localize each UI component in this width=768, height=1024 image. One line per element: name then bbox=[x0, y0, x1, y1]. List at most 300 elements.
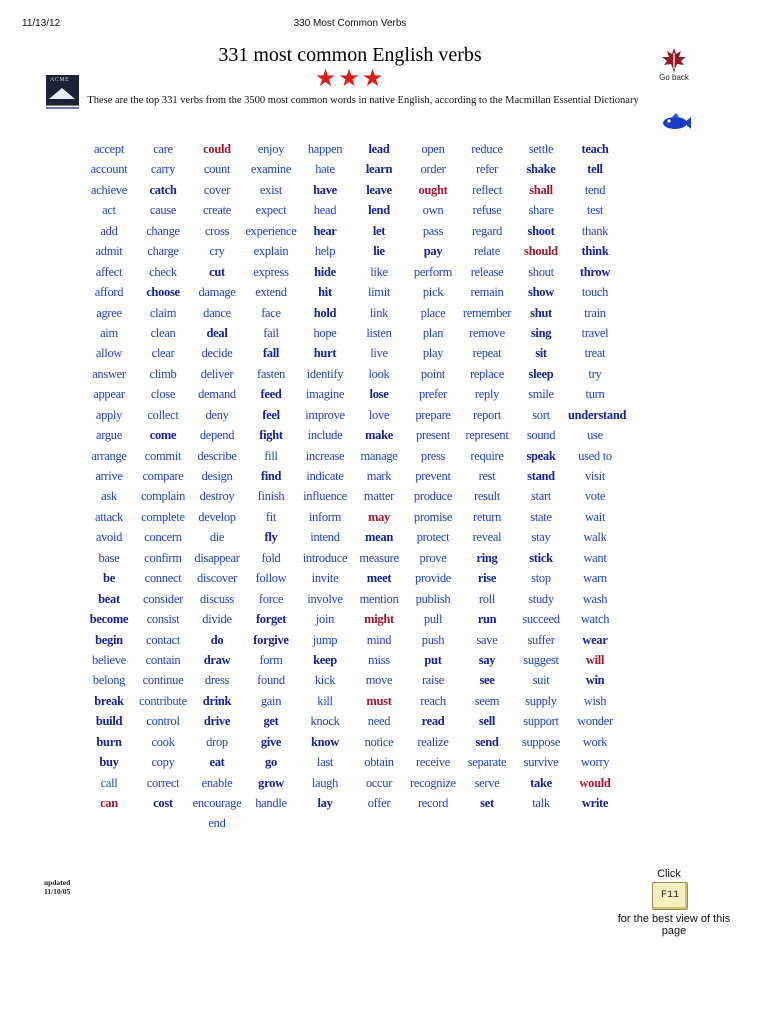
verb-cell: regard bbox=[471, 223, 503, 238]
verb-cell: identify bbox=[306, 366, 344, 381]
verb-cell: imagine bbox=[305, 387, 345, 402]
verb-cell: achieve bbox=[90, 182, 128, 197]
verb-cell: connect bbox=[144, 571, 182, 586]
empty-cell bbox=[298, 813, 352, 833]
verb-cell: want bbox=[583, 550, 607, 565]
verb-cell: set bbox=[480, 796, 494, 810]
verb-cell: believe bbox=[92, 652, 126, 667]
verb-cell: release bbox=[470, 264, 504, 279]
f11-note: for the best view of this page bbox=[617, 913, 731, 937]
verb-cell: report bbox=[472, 407, 502, 422]
verb-cell: raise bbox=[421, 673, 445, 688]
verb-cell: prepare bbox=[415, 407, 451, 422]
verb-cell: encourage bbox=[192, 796, 242, 810]
verb-cell: will bbox=[585, 652, 605, 667]
verb-cell: affect bbox=[95, 264, 123, 279]
verb-cell: pull bbox=[423, 612, 443, 627]
verb-cell: develop bbox=[198, 509, 236, 524]
verb-cell: arrange bbox=[91, 448, 127, 463]
verb-cell: say bbox=[478, 652, 496, 667]
verb-cell: add bbox=[100, 223, 118, 238]
verb-cell: contact bbox=[146, 632, 180, 647]
verb-cell: decide bbox=[201, 346, 233, 361]
maple-leaf-icon bbox=[660, 47, 688, 73]
verb-cell: dress bbox=[204, 673, 230, 688]
verb-cell: deal bbox=[206, 325, 228, 340]
verb-cell: keep bbox=[313, 652, 337, 667]
updated-note bbox=[44, 878, 70, 896]
verb-cell: invite bbox=[311, 571, 339, 586]
verb-cell: occur bbox=[365, 775, 393, 790]
verb-cell: stick bbox=[529, 550, 553, 565]
verb-cell: mean bbox=[365, 530, 393, 545]
verb-cell: fasten bbox=[256, 366, 286, 381]
verb-cell: feel bbox=[262, 407, 280, 422]
verb-cell: fit bbox=[265, 509, 277, 524]
f11-hint bbox=[614, 868, 734, 937]
verb-cell: extend bbox=[255, 285, 287, 300]
verb-cell: shake bbox=[526, 162, 556, 177]
verb-cell: win bbox=[585, 673, 605, 688]
updated-date: 11/10/05 bbox=[44, 887, 71, 896]
verb-cell: smile bbox=[528, 387, 554, 402]
verb-cell: tell bbox=[587, 162, 603, 177]
verb-cell: sing bbox=[530, 325, 552, 340]
verb-cell: go bbox=[265, 755, 277, 770]
verb-cell: forget bbox=[255, 612, 287, 627]
verb-cell: understand bbox=[568, 407, 627, 422]
verb-cell: beat bbox=[98, 591, 120, 606]
verb-cell: end bbox=[208, 816, 226, 831]
verb-cell: confirm bbox=[144, 550, 182, 565]
verb-cell: wish bbox=[583, 693, 607, 708]
verb-cell: reduce bbox=[471, 142, 503, 156]
verb-cell: rise bbox=[477, 571, 497, 586]
verb-cell: meet bbox=[366, 571, 392, 586]
verb-cell: ask bbox=[101, 489, 117, 504]
verb-cell: find bbox=[260, 469, 282, 483]
verb-cell: cover bbox=[203, 182, 231, 197]
empty-cell bbox=[136, 813, 190, 833]
verb-cell: enjoy bbox=[257, 142, 285, 156]
verb-cell: cry bbox=[209, 244, 225, 259]
verb-cell: feed bbox=[260, 387, 282, 402]
verb-cell: copy bbox=[151, 755, 175, 770]
verb-cell: depend bbox=[199, 428, 235, 443]
verb-cell: build bbox=[95, 714, 123, 729]
verb-cell: supply bbox=[525, 693, 557, 708]
verb-grid bbox=[82, 139, 627, 834]
verb-cell: test bbox=[586, 203, 604, 218]
verb-cell: have bbox=[313, 182, 337, 197]
verb-cell: listen bbox=[366, 325, 392, 340]
verb-cell: seem bbox=[474, 693, 500, 708]
verb-cell: get bbox=[263, 714, 279, 729]
verb-cell: measure bbox=[359, 550, 399, 565]
verb-cell: appear bbox=[93, 387, 125, 402]
verb-cell: handle bbox=[255, 796, 287, 810]
verb-cell: reflect bbox=[472, 182, 502, 197]
verb-cell: sit bbox=[535, 346, 547, 361]
verb-cell: visit bbox=[584, 469, 606, 483]
verb-cell: complain bbox=[140, 489, 186, 504]
verb-cell: laugh bbox=[311, 775, 339, 790]
fish-icon[interactable] bbox=[660, 112, 692, 132]
verb-cell: think bbox=[581, 244, 609, 259]
verb-cell: could bbox=[203, 142, 231, 156]
verb-cell: cost bbox=[153, 796, 173, 810]
verb-cell: influence bbox=[303, 489, 347, 504]
verb-cell: rest bbox=[478, 469, 496, 483]
verb-cell: break bbox=[94, 693, 124, 708]
verb-cell: burn bbox=[96, 734, 122, 749]
verb-cell: know bbox=[311, 734, 339, 749]
verb-cell: drop bbox=[206, 734, 228, 749]
print-header bbox=[0, 18, 768, 32]
verb-cell: experience bbox=[245, 223, 297, 238]
verb-cell: forgive bbox=[253, 632, 289, 647]
verb-cell: check bbox=[149, 264, 177, 279]
verb-cell: watch bbox=[580, 612, 610, 627]
verb-cell: count bbox=[203, 162, 231, 177]
verb-cell: head bbox=[313, 203, 337, 218]
verb-cell: serve bbox=[474, 775, 500, 790]
verb-cell: thank bbox=[581, 223, 609, 238]
verb-cell: kick bbox=[314, 673, 336, 688]
verb-cell: lead bbox=[368, 142, 390, 156]
verb-cell: live bbox=[370, 346, 388, 361]
verb-cell: wash bbox=[582, 591, 608, 606]
verb-cell: drink bbox=[202, 693, 232, 708]
verb-cell: suggest bbox=[523, 652, 559, 667]
verb-cell: train bbox=[584, 305, 606, 320]
verb-cell: pick bbox=[422, 285, 444, 300]
verb-cell: represent bbox=[465, 428, 509, 443]
verb-cell: contain bbox=[145, 652, 181, 667]
verb-cell: suit bbox=[532, 673, 550, 688]
verb-cell: survive bbox=[523, 755, 559, 770]
verb-cell: last bbox=[316, 755, 334, 770]
verb-cell: draw bbox=[203, 652, 231, 667]
verb-cell: wear bbox=[582, 632, 608, 647]
verb-cell: describe bbox=[197, 448, 237, 463]
verb-cell: found bbox=[257, 673, 285, 688]
verb-cell: settle bbox=[528, 142, 554, 156]
verb-cell: point bbox=[420, 366, 446, 381]
verb-cell: worry bbox=[580, 755, 610, 770]
verb-cell: carry bbox=[150, 162, 176, 177]
empty-cell bbox=[352, 813, 406, 833]
verb-cell: collect bbox=[147, 407, 179, 422]
verb-cell: do bbox=[210, 632, 224, 647]
empty-cell bbox=[460, 813, 514, 833]
verb-cell: order bbox=[420, 162, 446, 177]
print-title: 330 Most Common Verbs bbox=[293, 18, 407, 29]
verb-cell: support bbox=[523, 714, 559, 729]
verb-cell: knock bbox=[310, 714, 340, 729]
verb-cell: lie bbox=[373, 244, 385, 259]
verb-cell: finish bbox=[257, 489, 285, 504]
verb-cell: result bbox=[474, 489, 500, 504]
verb-cell: touch bbox=[581, 285, 609, 300]
verb-cell: indicate bbox=[306, 469, 344, 483]
verb-cell: open bbox=[421, 142, 445, 156]
verb-cell: create bbox=[202, 203, 232, 218]
verb-cell: complete bbox=[141, 509, 185, 524]
verb-cell: buy bbox=[99, 755, 119, 770]
verb-cell: hold bbox=[313, 305, 337, 320]
verb-cell: grow bbox=[258, 775, 284, 790]
verb-cell: warn bbox=[583, 571, 607, 586]
verb-cell: answer bbox=[92, 366, 126, 381]
verb-cell: expect bbox=[255, 203, 287, 218]
verb-cell: receive bbox=[416, 755, 450, 770]
intro-text: These are the top 331 verbs from the 3500 most common words in native English, according to the Macmillan Essential Dictionary bbox=[87, 95, 639, 106]
verb-cell: pass bbox=[422, 223, 444, 238]
verb-cell: put bbox=[424, 652, 442, 667]
verb-cell: teach bbox=[581, 142, 609, 156]
verb-cell: matter bbox=[363, 489, 395, 504]
verb-cell: refer bbox=[475, 162, 499, 177]
verb-cell: press bbox=[420, 448, 446, 463]
verb-cell: catch bbox=[149, 182, 177, 197]
verb-cell: show bbox=[528, 285, 554, 300]
verb-cell: give bbox=[260, 734, 282, 749]
verb-cell: clear bbox=[151, 346, 175, 361]
verb-cell: design bbox=[201, 469, 233, 483]
verb-cell: join bbox=[315, 612, 335, 627]
verb-cell: run bbox=[477, 612, 497, 627]
go-back-link[interactable] bbox=[656, 47, 692, 82]
verb-cell: come bbox=[149, 428, 177, 443]
verb-cell: cut bbox=[209, 264, 225, 279]
verb-cell: control bbox=[146, 714, 180, 729]
verb-cell: must bbox=[366, 693, 392, 708]
verb-cell: change bbox=[146, 223, 180, 238]
verb-cell: can bbox=[100, 796, 118, 810]
empty-cell bbox=[244, 813, 298, 833]
verb-cell: allow bbox=[95, 346, 123, 361]
verb-cell: suppose bbox=[521, 734, 561, 749]
verb-cell: produce bbox=[413, 489, 453, 504]
verb-cell: may bbox=[367, 509, 390, 524]
print-date: 11/13/12 bbox=[22, 18, 61, 29]
verb-cell: enable bbox=[201, 775, 233, 790]
verb-cell: work bbox=[582, 734, 608, 749]
verb-cell: offer bbox=[367, 796, 391, 810]
verb-cell: charge bbox=[147, 244, 179, 259]
verb-cell: ring bbox=[476, 550, 498, 565]
verb-cell: claim bbox=[149, 305, 177, 320]
verb-cell: need bbox=[367, 714, 391, 729]
verb-cell: cross bbox=[204, 223, 230, 238]
verb-cell: read bbox=[421, 714, 445, 729]
verb-cell: concern bbox=[144, 530, 182, 545]
verb-cell: jump bbox=[312, 632, 338, 647]
mountain-icon bbox=[49, 88, 75, 99]
verb-cell: shout bbox=[528, 264, 554, 279]
verb-cell: hit bbox=[318, 285, 332, 300]
verb-cell: try bbox=[588, 366, 602, 381]
verb-cell: belong bbox=[92, 673, 126, 688]
verb-cell: replace bbox=[470, 366, 504, 381]
verb-cell: might bbox=[364, 612, 394, 627]
verb-cell: be bbox=[103, 571, 115, 586]
verb-cell: admit bbox=[95, 244, 123, 259]
verb-cell: shall bbox=[529, 182, 553, 197]
verb-cell: prove bbox=[419, 550, 447, 565]
logo-underline bbox=[46, 107, 79, 109]
verb-cell: divide bbox=[202, 612, 232, 627]
verb-cell: vote bbox=[584, 489, 606, 504]
verb-cell: share bbox=[528, 203, 554, 218]
verb-cell: tend bbox=[584, 182, 606, 197]
verb-cell: die bbox=[209, 530, 225, 545]
verb-cell: base bbox=[98, 550, 120, 565]
verb-cell: reach bbox=[420, 693, 446, 708]
verb-cell: remember bbox=[462, 305, 512, 320]
verb-cell: suffer bbox=[527, 632, 555, 647]
verb-cell: care bbox=[153, 142, 173, 156]
verb-cell: improve bbox=[305, 407, 345, 422]
verb-cell: account bbox=[90, 162, 128, 177]
verb-cell: remove bbox=[469, 325, 505, 340]
verb-cell: roll bbox=[478, 591, 496, 606]
verb-cell: demand bbox=[198, 387, 236, 402]
verb-cell: protect bbox=[416, 530, 450, 545]
verb-cell: throw bbox=[579, 264, 611, 279]
verb-cell: begin bbox=[95, 632, 123, 647]
verb-cell: sell bbox=[478, 714, 496, 729]
empty-cell bbox=[82, 813, 136, 833]
verb-cell: clean bbox=[150, 325, 176, 340]
f11-key-button[interactable]: F11 bbox=[652, 882, 688, 910]
verb-cell: drive bbox=[203, 714, 231, 729]
verb-cell: gain bbox=[260, 693, 282, 708]
verb-cell: notice bbox=[364, 734, 394, 749]
verb-cell: accept bbox=[93, 142, 125, 156]
verb-cell: record bbox=[417, 796, 449, 810]
verb-cell: wonder bbox=[577, 714, 613, 729]
verb-cell: fill bbox=[264, 448, 278, 463]
verb-cell: ought bbox=[418, 182, 448, 197]
verb-cell: sleep bbox=[528, 366, 554, 381]
verb-cell: fall bbox=[262, 346, 280, 361]
verb-cell: hurt bbox=[313, 346, 337, 361]
verb-cell: provide bbox=[414, 571, 452, 586]
verb-cell: return bbox=[472, 509, 502, 524]
verb-cell: help bbox=[314, 244, 336, 259]
verb-cell: fail bbox=[263, 325, 279, 340]
verb-cell: walk bbox=[583, 530, 607, 545]
verb-cell: hide bbox=[314, 264, 336, 279]
updated-label: updated bbox=[44, 878, 71, 887]
verb-cell: study bbox=[528, 591, 554, 606]
verb-cell: argue bbox=[95, 428, 123, 443]
verb-cell: discover bbox=[197, 571, 237, 586]
verb-cell: afford bbox=[94, 285, 124, 300]
verb-cell: save bbox=[476, 632, 498, 647]
verb-cell: involve bbox=[307, 591, 343, 606]
verb-cell: mark bbox=[366, 469, 392, 483]
verb-cell: consider bbox=[143, 591, 183, 606]
verb-cell: close bbox=[150, 387, 176, 402]
verb-cell: relate bbox=[474, 244, 500, 259]
verb-cell: contribute bbox=[139, 693, 187, 708]
verb-cell: choose bbox=[146, 285, 180, 300]
verb-cell: talk bbox=[532, 796, 550, 810]
verb-cell: include bbox=[307, 428, 343, 443]
verb-cell: own bbox=[422, 203, 444, 218]
verb-cell: fly bbox=[264, 530, 278, 545]
verb-cell: act bbox=[102, 203, 116, 218]
verb-cell: limit bbox=[367, 285, 391, 300]
verb-cell: place bbox=[420, 305, 446, 320]
verb-cell: write bbox=[581, 796, 609, 810]
verb-cell: follow bbox=[255, 571, 287, 586]
verb-cell: prevent bbox=[415, 469, 451, 483]
verb-cell: fold bbox=[261, 550, 281, 565]
verb-cell: treat bbox=[584, 346, 606, 361]
verb-cell: prefer bbox=[418, 387, 448, 402]
verb-cell: attack bbox=[94, 509, 124, 524]
verb-cell: plan bbox=[422, 325, 444, 340]
empty-cell bbox=[514, 813, 568, 833]
verb-cell: like bbox=[370, 264, 388, 279]
verb-cell: see bbox=[479, 673, 495, 688]
verb-cell: would bbox=[579, 775, 611, 790]
verb-cell: should bbox=[524, 244, 558, 259]
verb-cell: recognize bbox=[410, 775, 456, 790]
verb-cell: present bbox=[416, 428, 450, 443]
verb-cell: take bbox=[530, 775, 552, 790]
verb-cell: perform bbox=[413, 264, 453, 279]
verb-cell: sound bbox=[526, 428, 556, 443]
verb-cell: climb bbox=[149, 366, 177, 381]
verb-cell: increase bbox=[305, 448, 345, 463]
verb-cell: lay bbox=[317, 796, 333, 810]
go-back-label: Go back bbox=[659, 73, 689, 82]
verb-cell: stay bbox=[531, 530, 551, 545]
verb-cell: hope bbox=[313, 325, 337, 340]
verb-cell: force bbox=[258, 591, 284, 606]
verb-cell: start bbox=[530, 489, 552, 504]
verb-cell: discuss bbox=[199, 591, 234, 606]
verb-cell: succeed bbox=[522, 612, 560, 627]
verb-cell: face bbox=[261, 305, 281, 320]
verb-cell: realize bbox=[417, 734, 449, 749]
verb-cell: mind bbox=[366, 632, 392, 647]
verb-cell: deliver bbox=[200, 366, 234, 381]
site-logo[interactable] bbox=[46, 75, 79, 106]
verb-cell: let bbox=[372, 223, 386, 238]
verb-cell: deny bbox=[205, 407, 229, 422]
empty-cell bbox=[568, 813, 622, 833]
verb-cell: correct bbox=[146, 775, 180, 790]
verb-cell: eat bbox=[209, 755, 225, 770]
verb-cell: make bbox=[365, 428, 393, 443]
verb-cell: state bbox=[530, 509, 552, 524]
verb-cell: express bbox=[253, 264, 289, 279]
verb-cell: call bbox=[100, 775, 118, 790]
verb-cell: shoot bbox=[527, 223, 555, 238]
rating-stars: ★★★ bbox=[314, 66, 386, 92]
verb-cell: hear bbox=[313, 223, 337, 238]
verb-cell: continue bbox=[142, 673, 184, 688]
verb-cell: miss bbox=[368, 652, 390, 667]
verb-cell: link bbox=[369, 305, 389, 320]
verb-cell: manage bbox=[360, 448, 398, 463]
